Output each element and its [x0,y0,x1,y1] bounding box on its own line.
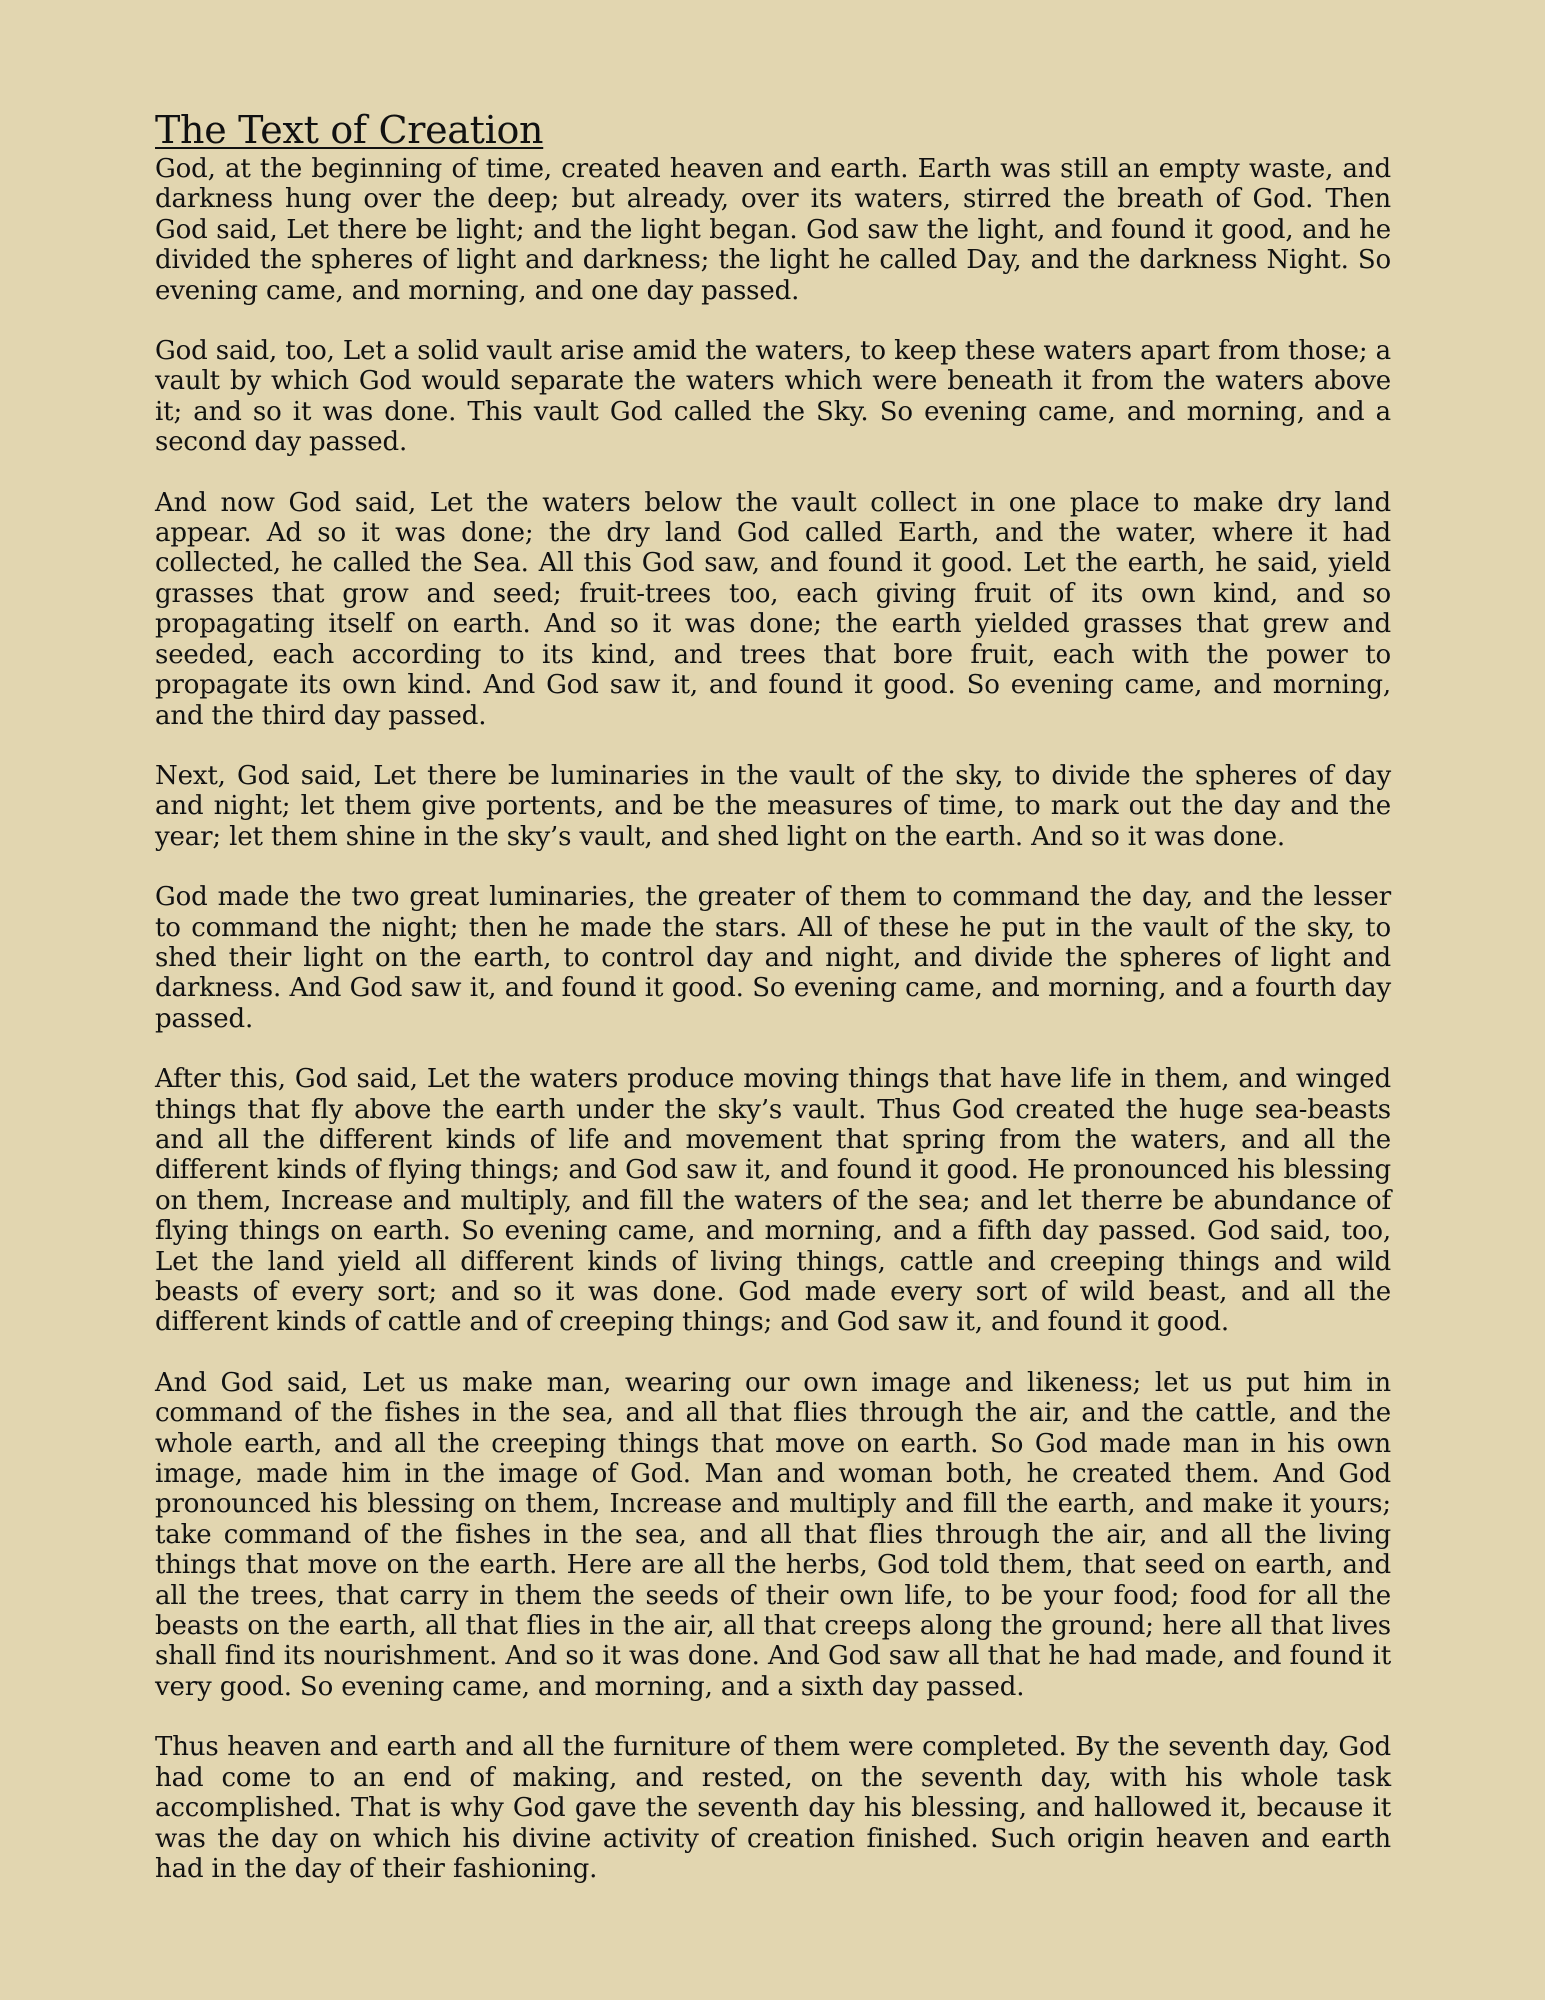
paragraph-day-four: God made the two great luminaries, the greater of them to command the day, and the lesser to command the night; then he made the stars. All of these he put in the vault of the sky, to shed their light on the earth, to control day and night, and divide the spheres of light and darkness. And God saw it, and found it good. So evening came, and morning, and a fourth day passed. [155,882,1391,1034]
document-title: The Text of Creation [155,108,544,152]
paragraph-day-three: And now God said, Let the waters below the vault collect in one place to make dry land appear. Ad so it was done; the dry land God called Earth, and the water, where it had collected, he called the Sea. All this God saw, and found it good. Let the earth, he said, yield grasses that grow and seed; fruit-trees too, each giving fruit of its own kind, and so propagating itself on earth. And so it was done; the earth yielded grasses that grew and seeded, each according to its kind, and trees that bore fruit, each with the power to propagate its own kind. And God saw it, and found it good. So evening came, and morning, and the third day passed. [155,487,1391,731]
paragraph-day-seven: Thus heaven and earth and all the furniture of them were completed. By the seventh day, God had come to an end of making, and rested, on the seventh day, with his whole task accomplished. That is why God gave the seventh day his blessing, and hallowed it, because it was the day on which his divine activity of creation finished. Such origin heaven and earth had in the day of their fashioning. [155,1732,1391,1884]
document-body [155,106,1391,1914]
paragraph-day-two: God said, too, Let a solid vault arise amid the waters, to keep these waters apart from those; a vault by which God would separate the waters which were beneath it from the waters above it; and so it was done. This vault God called the Sky. So evening came, and morning, and a second day passed. [155,336,1391,458]
paragraph-day-one: God, at the beginning of time, created heaven and earth. Earth was still an empty waste, and darkness hung over the deep; but already, over its waters, stirred the breath of God. Then God said, Let there be light; and the light began. God saw the light, and found it good, and he divided the spheres of light and darkness; the light he called Day, and the darkness Night. So evening came, and morning, and one day passed. [155,154,1391,306]
paragraph-day-five: After this, God said, Let the waters produce moving things that have life in them, and winged things that fly above the earth under the sky’s vault. Thus God created the huge sea-beasts and all the different kinds of life and movement that spring from the waters, and all the different kinds of flying things; and God saw it, and found it good. He pronounced his blessing on them, Increase and multiply, and fill the waters of the sea; and let therre be abundance of flying things on earth. So evening came, and morning, and a fifth day passed. God said, too, Let the land yield all different kinds of living things, cattle and creeping things and wild beasts of every sort; and so it was done. God made every sort of wild beast, and all the different kinds of cattle and of creeping things; and God saw it, and found it good. [155,1064,1391,1338]
paragraph-day-six: And God said, Let us make man, wearing our own image and likeness; let us put him in command of the fishes in the sea, and all that flies through the air, and the cattle, and the whole earth, and all the creeping things that move on earth. So God made man in his own image, made him in the image of God. Man and woman both, he created them. And God pronounced his blessing on them, Increase and multiply and fill the earth, and make it yours; take command of the fishes in the sea, and all that flies through the air, and all the living things that move on the earth. Here are all the herbs, God told them, that seed on earth, and all the trees, that carry in them the seeds of their own life, to be your food; food for all the beasts on the earth, all that flies in the air, all that creeps along the ground; here all that lives shall find its nourishment. And so it was done. And God saw all that he had made, and found it very good. So evening came, and morning, and a sixth day passed. [155,1367,1391,1702]
paragraph-luminaries: Next, God said, Let there be luminaries in the vault of the sky, to divide the spheres of day and night; let them give portents, and be the measures of time, to mark out the day and the year; let them shine in the sky’s vault, and shed light on the earth. And so it was done. [155,760,1391,852]
